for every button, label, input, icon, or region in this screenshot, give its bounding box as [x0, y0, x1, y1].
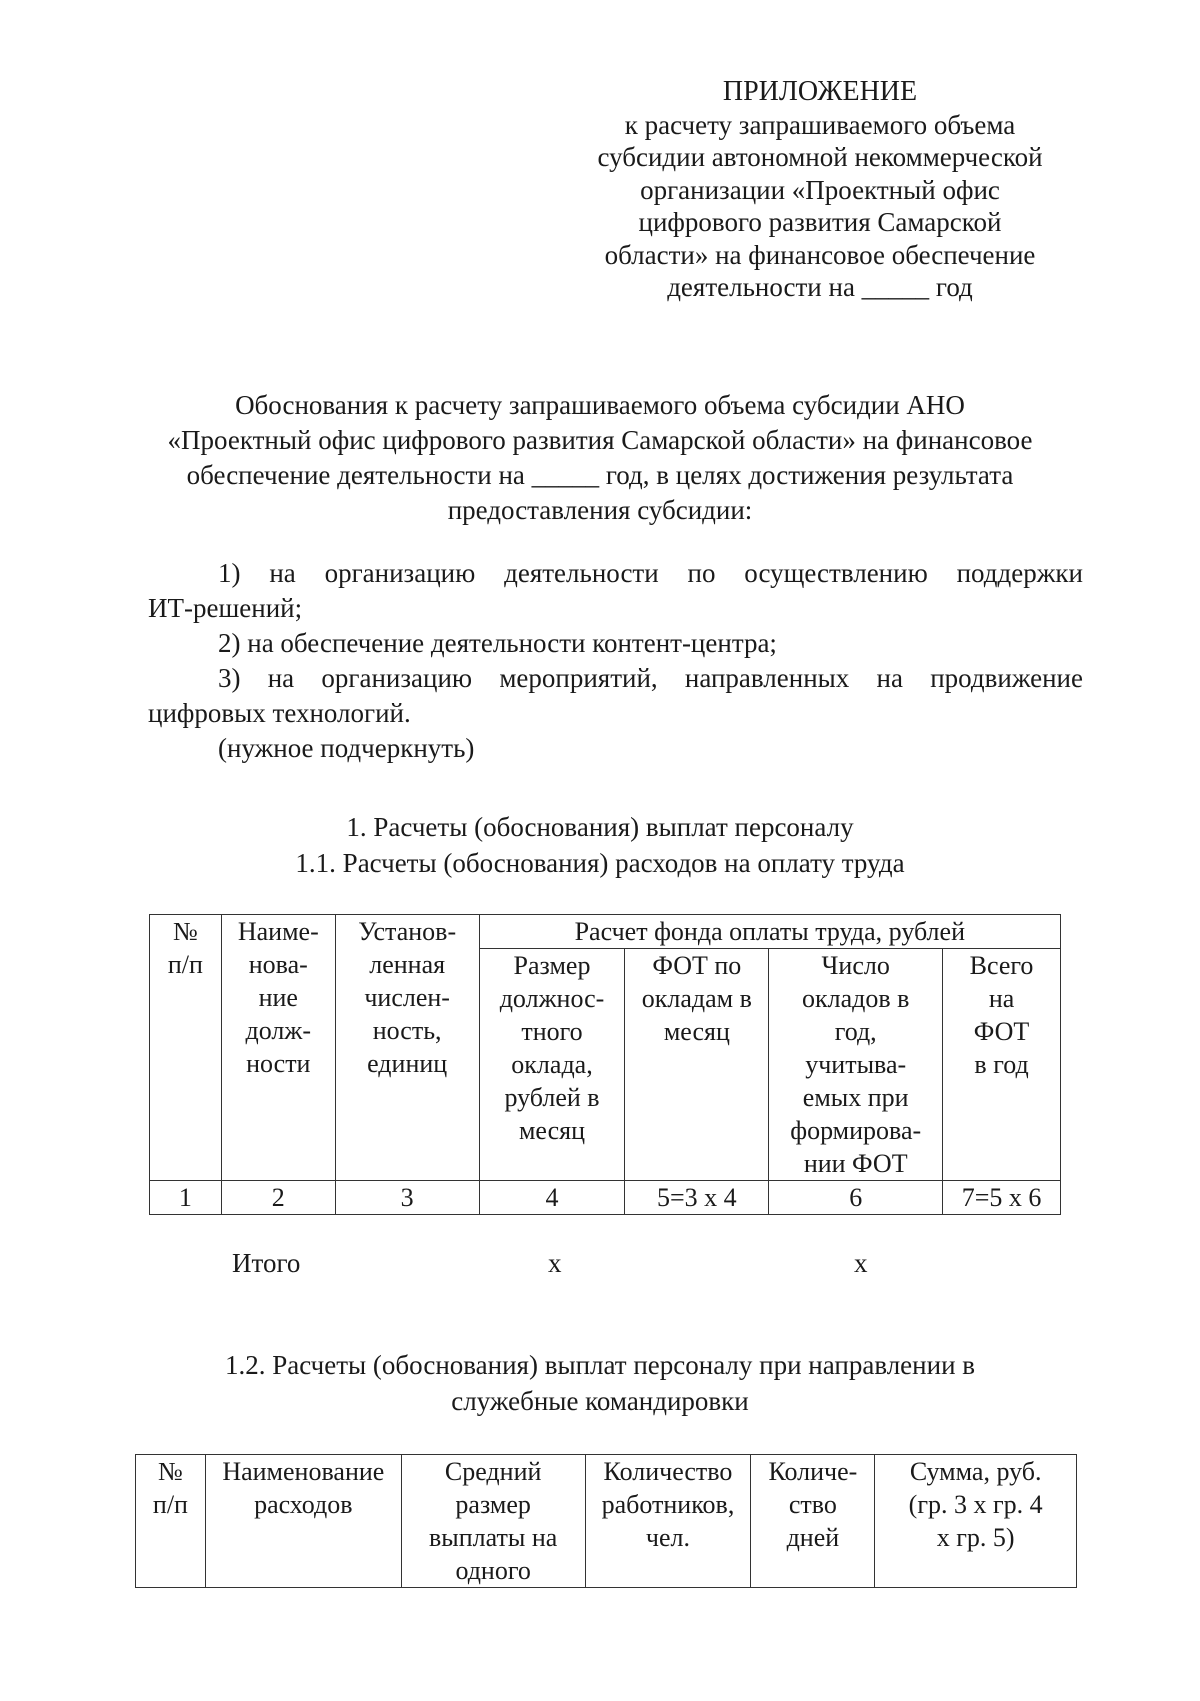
header-headcount: Установ- ленная числен- ность, единиц: [335, 915, 479, 1181]
business-trip-table: [135, 1454, 1077, 1588]
heading-line: обеспечение деятельности на _____ год, в целях достижения результата: [186, 460, 1014, 490]
col-number: 2: [221, 1181, 335, 1215]
header-average-payment: Средний размер выплаты на одного: [401, 1455, 585, 1588]
header-payroll-group: Расчет фонда оплаты труда, рублей: [479, 915, 1060, 949]
appendix-line: субсидии автономной некоммерческой: [597, 142, 1043, 172]
header-fot-month: ФОТ по окладам в месяц: [625, 949, 769, 1181]
header-workers-count: Количество работников, чел.: [585, 1455, 751, 1588]
col-number: 1: [150, 1181, 222, 1215]
appendix-line: к расчету запрашиваемого объема: [624, 109, 1016, 140]
table-header-row: [136, 1455, 1077, 1588]
list-item-2: 2) на обеспечение деятельности контент-центра;: [218, 628, 777, 658]
header-sum: Сумма, руб. (гр. 3 х гр. 4 х гр. 5): [875, 1455, 1077, 1588]
col-number: 4: [479, 1181, 625, 1215]
header-position-name: Наиме- нова- ние долж- ности: [221, 915, 335, 1181]
appendix-line: организации «Проектный офис: [640, 174, 1000, 205]
header-expense-name: Наименование расходов: [205, 1455, 401, 1588]
purpose-list: [148, 556, 1083, 766]
list-item-1-line1: 1) на организацию деятельности по осуществлению поддержки: [218, 558, 1083, 588]
appendix-line: области» на финансовое обеспечение: [604, 239, 1036, 270]
section-1-2-title-line: служебные командировки: [451, 1386, 749, 1416]
table-header-row: [150, 915, 1061, 949]
col-number: 3: [335, 1181, 479, 1215]
appendix-line: деятельности на _____ год: [667, 272, 973, 302]
header-salaries-per-year: Число окладов в год, учитыва- емых при формирова- нии ФОТ: [769, 949, 943, 1181]
heading-line: «Проектный офис цифрового развития Самарской области» на финансовое: [167, 425, 1033, 455]
heading-line: предоставления субсидии:: [447, 495, 753, 525]
col-number: 5=3 х 4: [625, 1181, 769, 1215]
list-item-3-line1: 3) на организацию мероприятий, направленных на продвижение: [218, 663, 1083, 693]
column-numbers-row: [150, 1181, 1061, 1215]
document-heading: [130, 388, 1070, 528]
totals-x-mark: х: [548, 1248, 562, 1278]
appendix-title: ПРИЛОЖЕНИЕ: [722, 76, 918, 107]
list-note: (нужное подчеркнуть): [218, 733, 475, 763]
totals-x-mark: х: [854, 1248, 868, 1278]
section-1-title: 1. Расчеты (обоснования) выплат персоналу: [346, 812, 854, 842]
list-item-3-line2: цифровых технологий.: [148, 698, 411, 728]
header-days-count: Количе- ство дней: [751, 1455, 875, 1588]
list-item-1-line2: ИТ-решений;: [148, 593, 303, 623]
header-num: № п/п: [136, 1455, 206, 1588]
header-num: № п/п: [150, 915, 222, 1181]
heading-line: Обоснования к расчету запрашиваемого объема субсидии АНО: [235, 390, 965, 420]
payroll-table: [149, 914, 1061, 1215]
header-salary: Размер должнос- тного оклада, рублей в месяц: [479, 949, 625, 1181]
appendix-header: [560, 76, 1080, 304]
appendix-line: цифрового развития Самарской: [638, 207, 1002, 237]
header-fot-year: Всего на ФОТ в год: [943, 949, 1061, 1181]
col-number: 6: [769, 1181, 943, 1215]
totals-label: Итого: [232, 1248, 301, 1278]
section-1-2-title-line: 1.2. Расчеты (обоснования) выплат персоналу при направлении в: [224, 1350, 976, 1380]
col-number: 7=5 х 6: [943, 1181, 1061, 1215]
section-1-1-title: 1.1. Расчеты (обоснования) расходов на оплату труда: [295, 848, 905, 878]
